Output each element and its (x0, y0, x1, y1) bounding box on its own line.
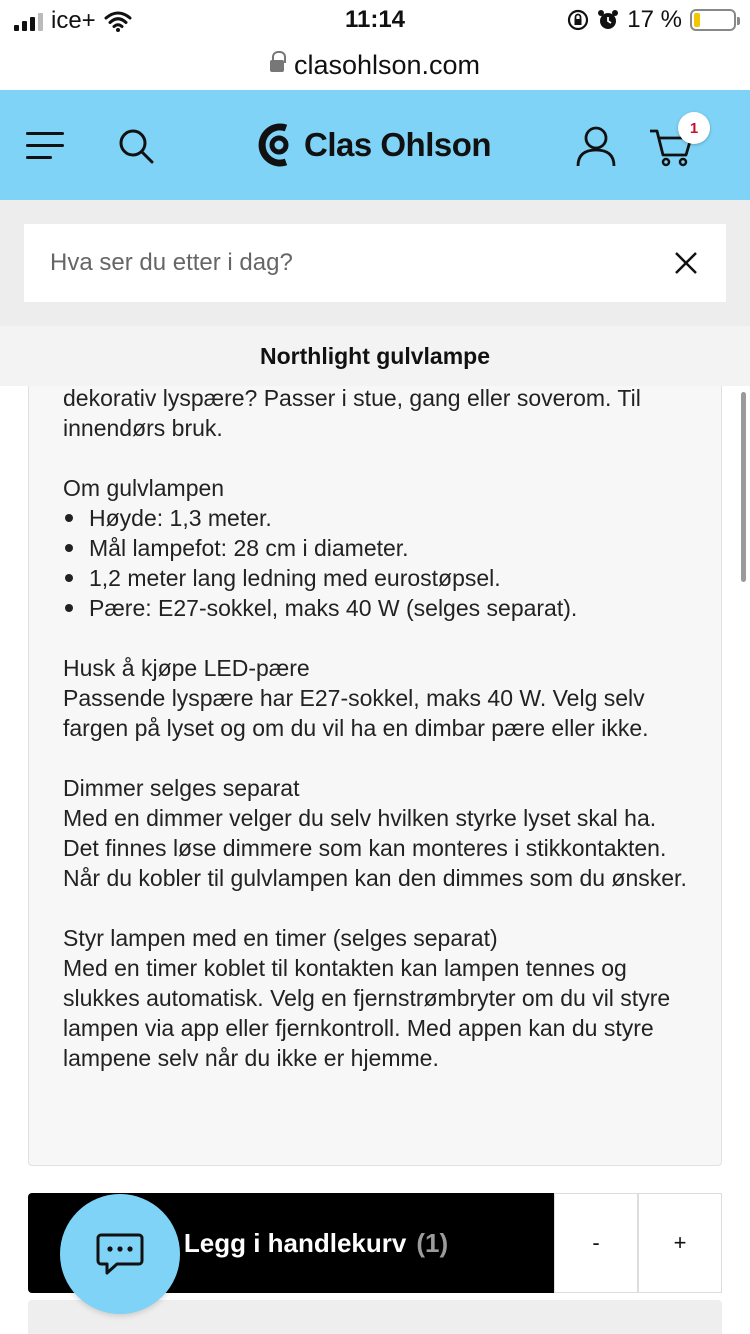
led-heading: Husk å kjøpe LED-pære (63, 655, 310, 681)
about-heading: Om gulvlampen (63, 475, 225, 501)
dimmer-text: Med en dimmer velger du selv hvilken styrke lyset skal ha. Det finnes løse dimmere som kan monteres i stikkontakten. Når du kobler til gulvlampen kan den dimmes som du ønsker. (63, 805, 687, 891)
alarm-icon (597, 9, 619, 31)
search-box (24, 224, 726, 302)
status-time: 11:14 (344, 6, 406, 33)
close-icon[interactable] (674, 251, 698, 275)
description-text (63, 386, 687, 1073)
timer-heading: Styr lampen med en timer (selges separat) (63, 925, 498, 951)
search-icon[interactable] (118, 128, 154, 164)
decrease-quantity-button[interactable]: - (554, 1193, 638, 1293)
list-item: Mål lampefot: 28 cm i diameter. (63, 533, 687, 563)
user-icon[interactable] (574, 124, 618, 168)
search-input[interactable] (50, 249, 650, 277)
scrollbar[interactable] (741, 392, 746, 582)
battery-icon (690, 9, 736, 31)
cart-count-badge: 1 (678, 112, 710, 144)
url-domain: clasohlson.com (293, 49, 481, 80)
battery-percent: 17 % (627, 6, 682, 33)
led-text: Passende lyspære har E27-sokkel, maks 40 W. Velg selv fargen på lyset og om du vil ha en dimbar pære eller ikke. (63, 685, 649, 741)
product-content (0, 386, 750, 1334)
url-bar[interactable] (0, 40, 750, 90)
chat-icon (95, 1231, 145, 1277)
site-header (0, 90, 750, 200)
description-intro: dekorativ lyspære? Passer i stue, gang eller soverom. Til innendørs bruk. (63, 386, 641, 441)
chat-button[interactable] (60, 1194, 180, 1314)
timer-text: Med en timer koblet til kontakten kan lampen tennes og slukkes automatisk. Velg en fjernstrømbryter om du vil styre lampen via app eller fjernkontroll. Med appen kan du styre lampene selv når du ikke er hjemme. (63, 955, 671, 1071)
carrier-label: ice+ (51, 7, 96, 34)
list-item: Pære: E27-sokkel, maks 40 W (selges separat). (63, 593, 687, 623)
brand-logo[interactable] (256, 120, 491, 170)
list-item: 1,2 meter lang ledning med eurostøpsel. (63, 563, 687, 593)
brand-name: Clas Ohlson (304, 126, 492, 163)
lock-icon (270, 58, 284, 76)
description-card (28, 386, 722, 1166)
status-bar (0, 0, 750, 40)
about-list (63, 503, 687, 623)
list-item: Høyde: 1,3 meter. (63, 503, 687, 533)
add-to-cart-quantity: (1) (416, 1227, 449, 1258)
dimmer-heading: Dimmer selges separat (63, 775, 300, 801)
increase-quantity-button[interactable]: + (638, 1193, 722, 1293)
rotation-lock-icon (567, 9, 589, 31)
product-title: Northlight gulvlampe (0, 326, 750, 386)
menu-icon[interactable] (26, 132, 64, 160)
search-area (0, 200, 750, 326)
status-right (567, 6, 736, 34)
add-to-cart-label: Legg i handlekurv (183, 1227, 407, 1258)
brand-logo-mark (256, 120, 296, 170)
